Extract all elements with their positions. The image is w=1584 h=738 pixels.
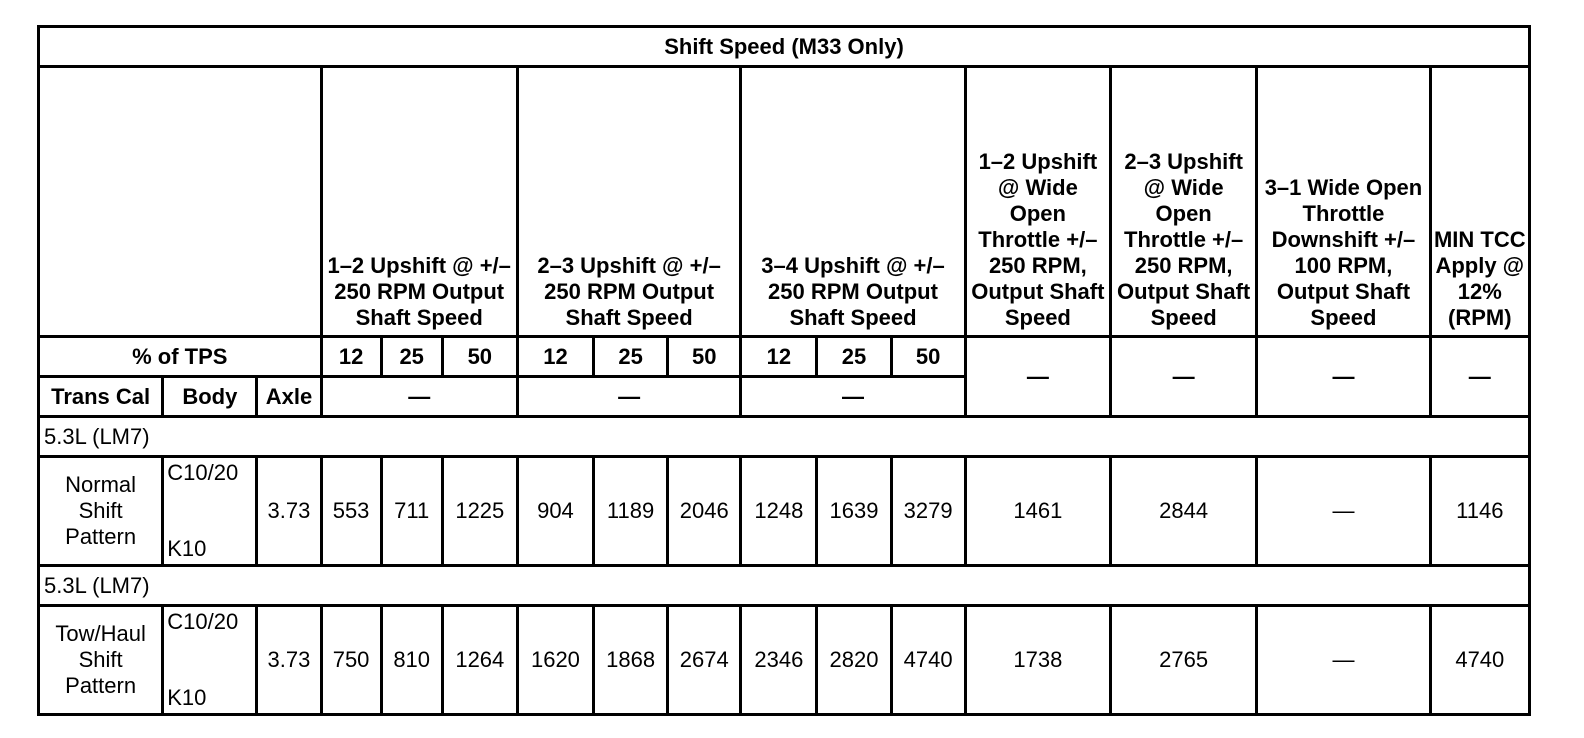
shift-value: 2674	[668, 606, 741, 715]
shift-value: 1264	[442, 606, 517, 715]
table-title: Shift Speed (M33 Only)	[39, 27, 1530, 67]
wot-1-2-dash: —	[965, 337, 1110, 417]
upshift-2-3-dash: —	[517, 377, 740, 417]
shift-value: 904	[517, 457, 593, 566]
tps-value: 25	[594, 337, 668, 377]
shift-value: 810	[381, 606, 442, 715]
shift-pattern-label: Tow/Haul Shift Pattern	[39, 606, 163, 715]
shift-value: 3279	[891, 457, 965, 566]
shift-value: 1189	[594, 457, 668, 566]
shift-value: 711	[381, 457, 442, 566]
tps-value: 50	[442, 337, 517, 377]
tps-value: 12	[741, 337, 817, 377]
col-label-body: Body	[163, 377, 257, 417]
header-wot-upshift-2-3: 2–3 Upshift @ Wide Open Throttle +/– 250 RPM, Output Shaft Speed	[1111, 67, 1257, 337]
tps-label: % of TPS	[39, 337, 322, 377]
tps-value: 25	[381, 337, 442, 377]
tps-value: 50	[891, 337, 965, 377]
shift-value: 2765	[1111, 606, 1257, 715]
engine-label: 5.3L (LM7)	[39, 417, 1530, 457]
shift-value: 4740	[891, 606, 965, 715]
shift-value: 553	[321, 457, 381, 566]
min-tcc-dash: —	[1430, 337, 1529, 417]
shift-value: 1868	[594, 606, 668, 715]
tps-value: 50	[668, 337, 741, 377]
tps-value: 25	[817, 337, 891, 377]
shift-value: 1146	[1430, 457, 1529, 566]
shift-value: 1225	[442, 457, 517, 566]
col-label-axle: Axle	[257, 377, 321, 417]
shift-value: 1248	[741, 457, 817, 566]
shift-value: 4740	[1430, 606, 1529, 715]
upshift-1-2-dash: —	[321, 377, 517, 417]
shift-value: 2844	[1111, 457, 1257, 566]
shift-value: —	[1257, 457, 1430, 566]
shift-speed-table	[37, 25, 1531, 716]
body-bottom: K10	[167, 685, 207, 711]
body-bottom: K10	[167, 536, 207, 562]
shift-value: 750	[321, 606, 381, 715]
body-top: C10/20	[167, 609, 239, 634]
shift-pattern-label: Normal Shift Pattern	[39, 457, 163, 566]
body-top: C10/20	[167, 460, 239, 485]
tps-value: 12	[517, 337, 593, 377]
shift-value: 2820	[817, 606, 891, 715]
shift-value: 1461	[965, 457, 1110, 566]
shift-value: 2346	[741, 606, 817, 715]
shift-value: 1738	[965, 606, 1110, 715]
header-upshift-2-3: 2–3 Upshift @ +/– 250 RPM Output Shaft Speed	[517, 67, 740, 337]
axle-ratio: 3.73	[257, 457, 321, 566]
engine-label: 5.3L (LM7)	[39, 566, 1530, 606]
upshift-3-4-dash: —	[741, 377, 965, 417]
body-cell	[163, 457, 257, 566]
shift-value: 2046	[668, 457, 741, 566]
body-cell	[163, 606, 257, 715]
wot-2-3-dash: —	[1111, 337, 1257, 417]
shift-value: 1620	[517, 606, 593, 715]
shift-value: 1639	[817, 457, 891, 566]
header-upshift-3-4: 3–4 Upshift @ +/– 250 RPM Output Shaft Speed	[741, 67, 965, 337]
header-wot-downshift-3-1: 3–1 Wide Open Throttle Downshift +/– 100 RPM, Output Shaft Speed	[1257, 67, 1430, 337]
wot-3-1-dash: —	[1257, 337, 1430, 417]
header-upshift-1-2: 1–2 Upshift @ +/– 250 RPM Output Shaft Speed	[321, 67, 517, 337]
tps-value: 12	[321, 337, 381, 377]
header-wot-upshift-1-2: 1–2 Upshift @ Wide Open Throttle +/– 250 RPM, Output Shaft Speed	[965, 67, 1110, 337]
axle-ratio: 3.73	[257, 606, 321, 715]
header-min-tcc-apply: MIN TCC Apply @ 12% (RPM)	[1430, 67, 1529, 337]
blank-header-cell	[39, 67, 322, 337]
col-label-trans-cal: Trans Cal	[39, 377, 163, 417]
shift-value: —	[1257, 606, 1430, 715]
